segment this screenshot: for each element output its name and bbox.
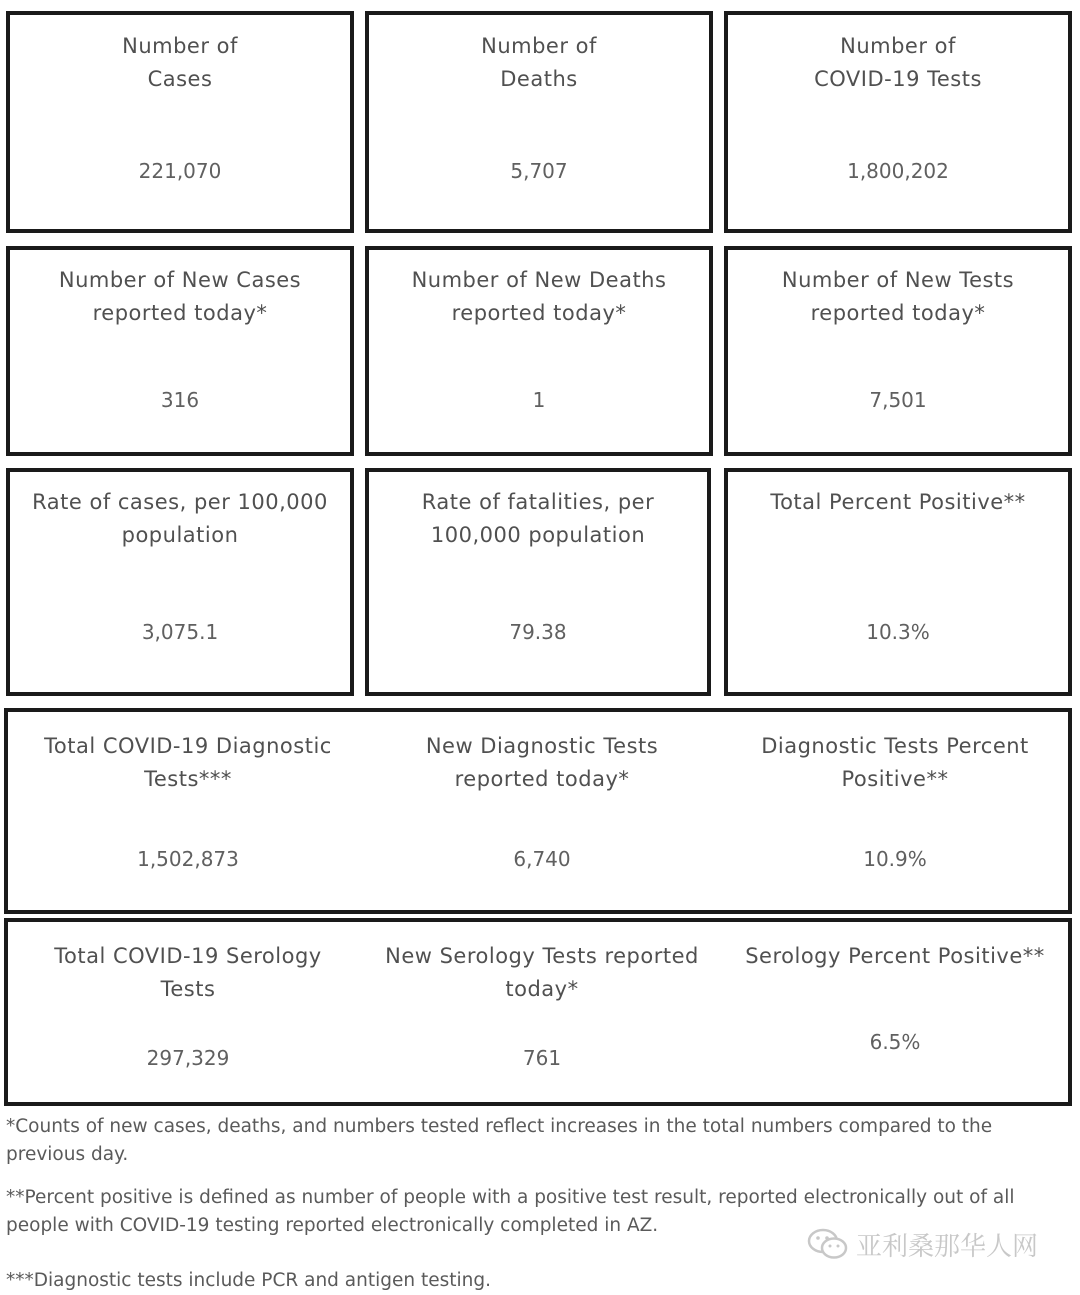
card-value: 5,707 bbox=[510, 159, 568, 183]
cell-value: 297,329 bbox=[146, 1046, 230, 1070]
wechat-icon bbox=[806, 1227, 850, 1261]
card-value: 10.3% bbox=[866, 620, 930, 644]
footnote-diagnostic-tests: ***Diagnostic tests include PCR and antigen testing. bbox=[6, 1270, 491, 1291]
card-value: 79.38 bbox=[509, 620, 567, 644]
card-fatality-rate bbox=[365, 468, 711, 696]
footnote-percent-positive: **Percent positive is defined as number of people with a positive test result, reported electronically out of all people with COVID-19 testing reported electronically completed in AZ. bbox=[6, 1187, 1015, 1236]
footnote-new-counts: *Counts of new cases, deaths, and numbers tested reflect increases in the total numbers compared to the previous day. bbox=[6, 1116, 993, 1165]
card-label: Number of New Deaths reported today* bbox=[411, 268, 667, 325]
cell-value: 1,502,873 bbox=[137, 847, 239, 871]
cell-label: Total COVID-19 Serology Tests bbox=[54, 944, 322, 1001]
cell-value: 6.5% bbox=[869, 1030, 921, 1054]
card-value: 1,800,202 bbox=[847, 159, 949, 183]
serology-percent bbox=[718, 922, 1072, 1102]
diagnostic-panel bbox=[4, 708, 1072, 914]
card-cases bbox=[6, 11, 354, 233]
card-label: Rate of fatalities, per 100,000 population bbox=[421, 490, 655, 547]
cell-label: New Diagnostic Tests reported today* bbox=[425, 734, 659, 791]
card-label: Number of New Cases reported today* bbox=[58, 268, 302, 325]
card-value: 1 bbox=[532, 388, 546, 412]
diagnostic-percent bbox=[718, 712, 1072, 912]
card-value: 7,501 bbox=[869, 388, 927, 412]
card-value: 316 bbox=[160, 388, 200, 412]
card-tests bbox=[724, 11, 1072, 233]
watermark bbox=[806, 1224, 1038, 1264]
card-label: Total Percent Positive** bbox=[770, 490, 1026, 514]
card-new-deaths bbox=[365, 246, 713, 456]
cell-value: 761 bbox=[522, 1046, 562, 1070]
card-label: Rate of cases, per 100,000 population bbox=[32, 490, 328, 547]
card-label: Number of New Tests reported today* bbox=[781, 268, 1015, 325]
serology-panel bbox=[4, 918, 1072, 1106]
cell-label: Diagnostic Tests Percent Positive** bbox=[761, 734, 1029, 791]
card-value: 3,075.1 bbox=[141, 620, 219, 644]
card-deaths bbox=[365, 11, 713, 233]
card-value: 221,070 bbox=[138, 159, 222, 183]
cell-label: New Serology Tests reported today* bbox=[385, 944, 699, 1001]
cell-label: Serology Percent Positive** bbox=[745, 944, 1045, 968]
diagnostic-total bbox=[8, 712, 368, 912]
card-new-tests bbox=[724, 246, 1072, 456]
card-label: Number of Cases bbox=[122, 34, 238, 91]
cell-value: 10.9% bbox=[863, 847, 927, 871]
cell-value: 6,740 bbox=[513, 847, 571, 871]
card-percent-positive bbox=[724, 468, 1072, 696]
serology-total bbox=[8, 922, 368, 1102]
watermark-text: 亚利桑那华人网 bbox=[856, 1231, 1039, 1262]
cell-label: Total COVID-19 Diagnostic Tests*** bbox=[44, 734, 332, 791]
diagnostic-new bbox=[364, 712, 720, 912]
card-label: Number of COVID-19 Tests bbox=[814, 34, 982, 91]
card-new-cases bbox=[6, 246, 354, 456]
card-label: Number of Deaths bbox=[481, 34, 597, 91]
card-case-rate bbox=[6, 468, 354, 696]
serology-new bbox=[364, 922, 720, 1102]
